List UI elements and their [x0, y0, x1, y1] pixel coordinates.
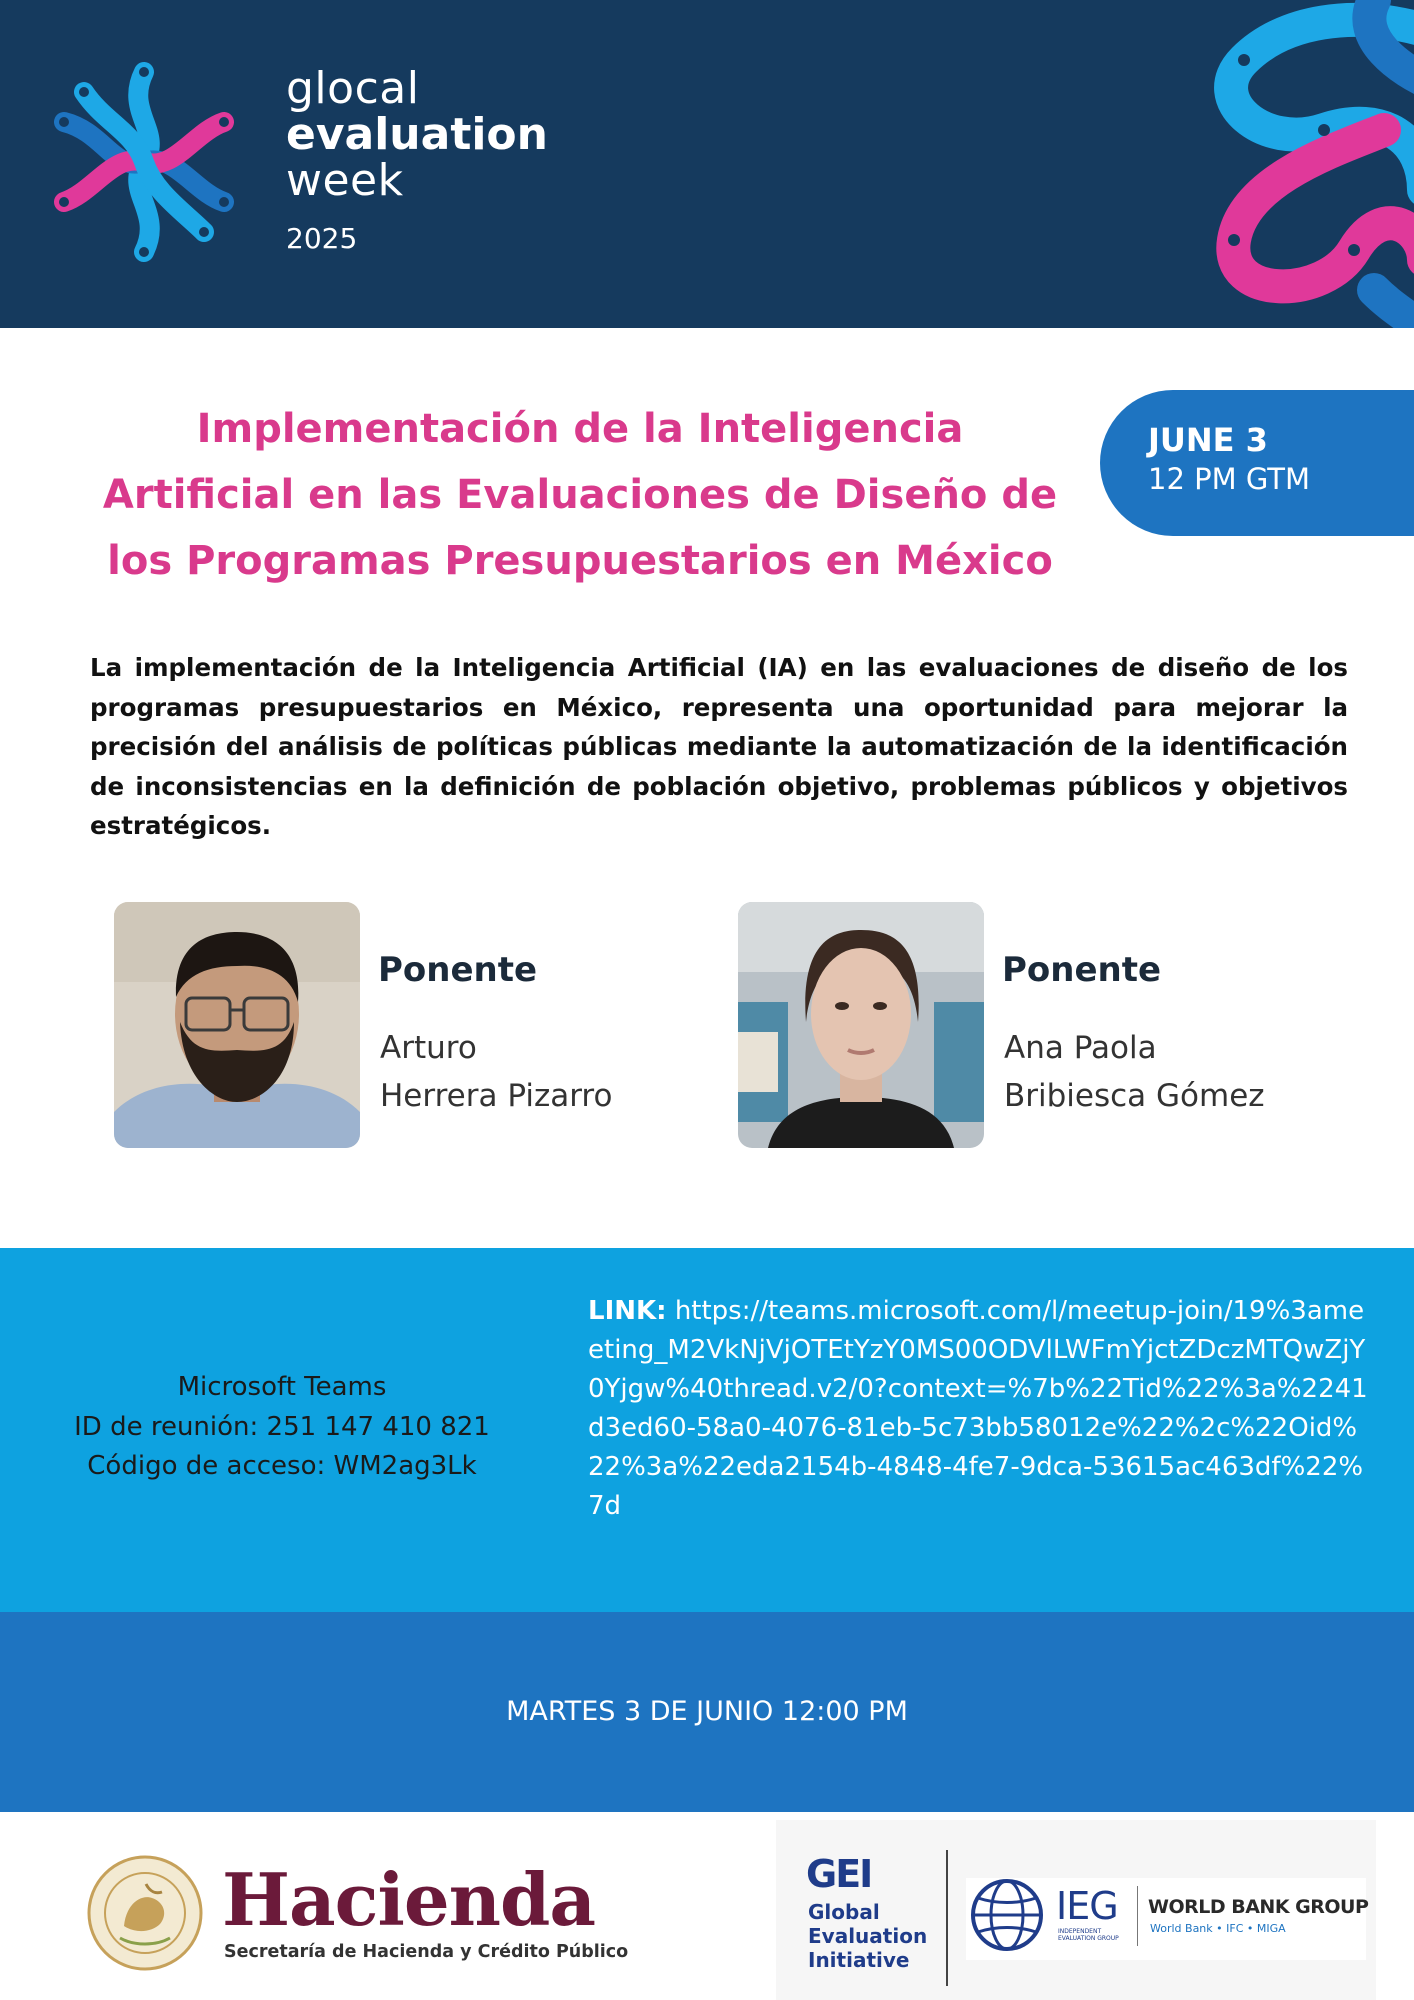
ieg-logo-text: IEG [1056, 1884, 1118, 1928]
world-bank-globe-icon [968, 1876, 1046, 1954]
world-bank-group-title: WORLD BANK GROUP [1148, 1896, 1369, 1918]
event-title-line: Artificial en las Evaluaciones de Diseño de [102, 472, 1058, 518]
event-date: JUNE 3 [1148, 421, 1268, 459]
speaker-role: Ponente [378, 950, 538, 990]
world-bank-group-subtitle: World Bank • IFC • MIGA [1150, 1922, 1286, 1935]
gei-logo-mark: GEI [806, 1852, 872, 1896]
meeting-id: ID de reunión: 251 147 410 821 [74, 1411, 490, 1442]
event-title-line: los Programas Presupuestarios en México [107, 538, 1053, 584]
speaker-photo [114, 902, 360, 1148]
header-banner [0, 0, 1414, 328]
meeting-access-code: Código de acceso: WM2ag3Lk [87, 1451, 477, 1481]
meeting-link-block [588, 1292, 1368, 1526]
gei-line: Global [808, 1900, 880, 1924]
speaker-name [380, 1024, 612, 1120]
speaker-photo [738, 902, 984, 1148]
date-band [0, 1612, 1414, 1812]
date-badge [1100, 390, 1414, 536]
brand-line-glocal: glocal [286, 63, 420, 114]
meeting-link[interactable]: https://teams.microsoft.com/l/meetup-join/19%3ameeting_M2VkNjVjOTEtYzY0MS00ODVlLWFmYjctZDczMTQwZjY0Yjgw%40thread.v2/0?context=%7b%22Tid%22%3a%2241d3ed60-58a0-4076-81eb-5c73bb58012e%22%2c%22Oid%22%3a%22eda2154b-4848-4fe7-9dca-53615ac463df%22%7d [588, 1296, 1368, 1521]
speaker-last-name: Bribiesca Gómez [1004, 1078, 1265, 1114]
gei-line: Initiative [808, 1948, 910, 1972]
hacienda-logo-text: Hacienda [222, 1857, 596, 1942]
mexico-national-seal-icon [86, 1854, 204, 1972]
speaker-first-name: Ana Paola [1004, 1030, 1157, 1066]
brand-line-week: week [286, 155, 404, 206]
speaker-role: Ponente [1002, 950, 1162, 990]
world-bank-divider [1137, 1886, 1138, 1946]
logo-divider [946, 1850, 948, 1986]
speaker-last-name: Herrera Pizarro [380, 1078, 613, 1114]
meeting-details [62, 1368, 502, 1487]
gei-logo-text [808, 1900, 927, 1972]
event-title-line: Implementación de la Inteligencia [196, 406, 964, 452]
decorative-loops-icon [1184, 0, 1414, 328]
speaker-first-name: Arturo [380, 1030, 477, 1066]
brand-line-evaluation: evaluation [286, 109, 548, 160]
footer-logos [0, 1812, 1414, 2000]
brand-wordmark [286, 63, 548, 255]
speaker-name [1004, 1024, 1265, 1120]
glocal-evaluation-week-logo-icon [44, 52, 244, 272]
ieg-logo-subtitle: INDEPENDENT EVALUATION GROUP [1058, 1928, 1119, 1942]
brand-year: 2025 [286, 222, 358, 255]
event-time: 12 PM GTM [1148, 462, 1311, 496]
gei-line: Evaluation [808, 1924, 928, 1948]
date-band-text: MARTES 3 DE JUNIO 12:00 PM [506, 1696, 908, 1727]
meeting-link-label: LINK: [588, 1296, 667, 1326]
hacienda-subtitle: Secretaría de Hacienda y Crédito Público [224, 1942, 629, 1962]
event-description: La implementación de la Inteligencia Artificial (IA) en las evaluaciones de diseño de los programas presupuestarios en México, representa una oportunidad para mejorar la precisión del análisis de políticas públicas mediante la automatización de la identificación de inconsistencias en la definición de población objetivo, problemas públicos y objetivos estratégicos. [90, 653, 1348, 840]
partner-logos [776, 1820, 1376, 2000]
meeting-info-section [0, 1248, 1414, 1612]
event-title [70, 396, 1090, 594]
meeting-platform: Microsoft Teams [177, 1372, 387, 1402]
